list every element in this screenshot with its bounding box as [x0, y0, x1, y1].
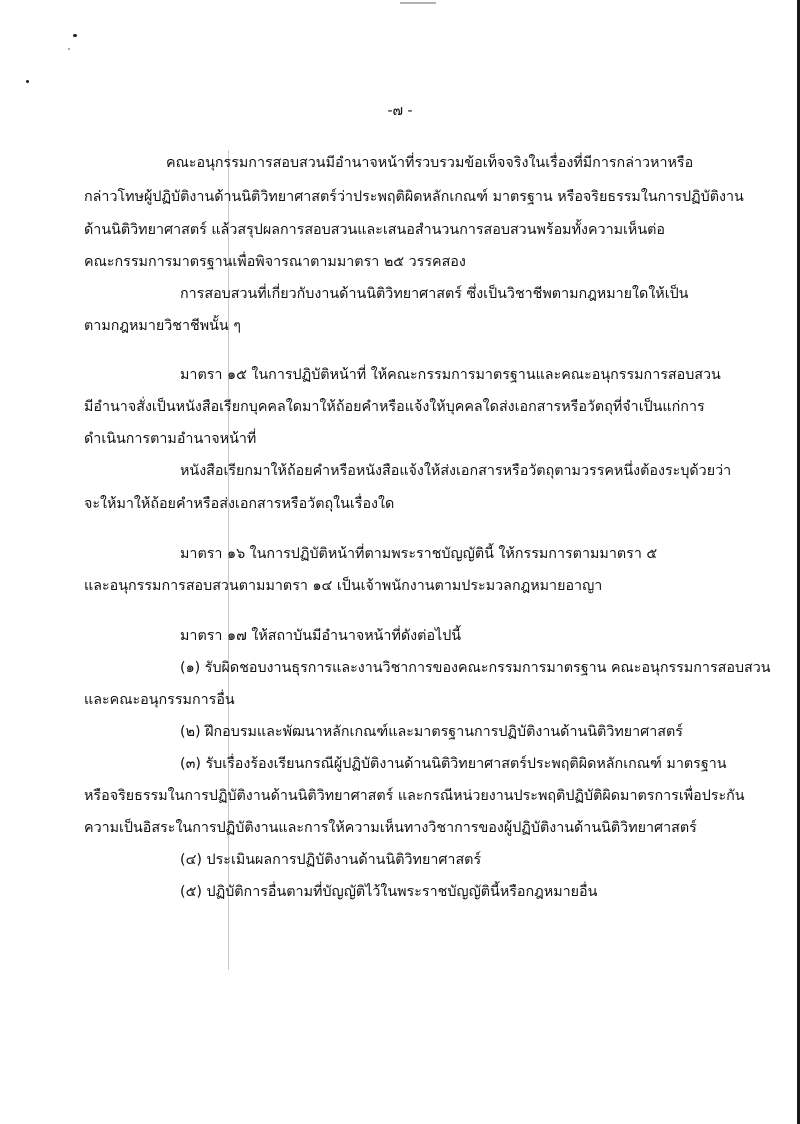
scan-speck: [26, 80, 29, 83]
text-line: และอนุกรรมการสอบสวนตามมาตรา ๑๔ เป็นเจ้าพนักงานตามประมวลกฎหมายอาญา: [84, 578, 603, 594]
text-line: (๑) รับผิดชอบงานธุรการและงานวิชาการของคณะกรรมการมาตรฐาน คณะอนุกรรมการสอบสวน: [180, 660, 771, 676]
text-line: จะให้มาให้ถ้อยคำหรือส่งเอกสารหรือวัตถุในเรื่องใด: [84, 496, 395, 512]
text-line: (๒) ฝึกอบรมและพัฒนาหลักเกณฑ์และมาตรฐานการปฏิบัติงานด้านนิติวิทยาศาสตร์: [180, 724, 683, 740]
text-line: มาตรา ๑๕ ในการปฏิบัติหน้าที่ ให้คณะกรรมการมาตรฐานและคณะอนุกรรมการสอบสวน: [180, 367, 721, 383]
text-line: มาตรา ๑๗ ให้สถาบันมีอำนาจหน้าที่ดังต่อไปนี้: [180, 628, 462, 644]
page-number: -๗ -: [387, 103, 413, 119]
text-line: ด้านนิติวิทยาศาสตร์ แล้วสรุปผลการสอบสวนและเสนอสำนวนการสอบสวนพร้อมทั้งความเห็นต่อ: [84, 222, 665, 238]
text-line: กล่าวโทษผู้ปฏิบัติงานด้านนิติวิทยาศาสตร์ว่าประพฤติผิดหลักเกณฑ์ มาตรฐาน หรือจริยธรรมในการปฏิบัติงาน: [84, 189, 744, 205]
text-line: มาตรา ๑๖ ในการปฏิบัติหน้าที่ตามพระราชบัญญัตินี้ ให้กรรมการตามมาตรา ๕: [180, 546, 658, 562]
text-line: คณะอนุกรรมการสอบสวนมีอำนาจหน้าที่รวบรวมข้อเท็จจริงในเรื่องที่มีการกล่าวหาหรือ: [166, 155, 694, 171]
text-line: มีอำนาจสั่งเป็นหนังสือเรียกบุคคลใดมาให้ถ้อยคำหรือแจ้งให้บุคคลใดส่งเอกสารหรือวัตถุที่จำเป็นแก่การ: [84, 399, 705, 415]
text-line: ตามกฎหมายวิชาชีพนั้น ๆ: [84, 318, 241, 334]
scan-speck: [400, 2, 436, 4]
scan-speck: [73, 34, 77, 37]
text-line: คณะกรรมการมาตรฐานเพื่อพิจารณาตามมาตรา ๒๕ วรรคสอง: [84, 254, 466, 270]
text-line: ความเป็นอิสระในการปฏิบัติงานและการให้ความเห็นทางวิชาการของผู้ปฏิบัติงานด้านนิติวิทยาศาสตร์: [84, 820, 697, 836]
text-line: หนังสือเรียกมาให้ถ้อยคำหรือหนังสือแจ้งให้ส่งเอกสารหรือวัตถุตามวรรคหนึ่งต้องระบุด้วยว่า: [180, 463, 732, 479]
text-line: หรือจริยธรรมในการปฏิบัติงานด้านนิติวิทยาศาสตร์ และกรณีหน่วยงานประพฤติปฏิบัติผิดมาตรการเพื่อประกัน: [84, 788, 745, 804]
text-line: (๕) ปฏิบัติการอื่นตามที่บัญญัติไว้ในพระราชบัญญัตินี้หรือกฎหมายอื่น: [180, 884, 598, 900]
text-line: (๔) ประเมินผลการปฏิบัติงานด้านนิติวิทยาศาสตร์: [180, 852, 482, 868]
text-line: (๓) รับเรื่องร้องเรียนกรณีผู้ปฏิบัติงานด้านนิติวิทยาศาสตร์ประพฤติผิดหลักเกณฑ์ มาตรฐาน: [180, 756, 727, 772]
text-line: ดำเนินการตามอำนาจหน้าที่: [84, 431, 257, 447]
text-line: การสอบสวนที่เกี่ยวกับงานด้านนิติวิทยาศาสตร์ ซึ่งเป็นวิชาชีพตามกฎหมายใดให้เป็น: [180, 286, 689, 302]
text-line: และคณะอนุกรรมการอื่น: [84, 692, 235, 708]
scan-speck: [68, 48, 70, 50]
